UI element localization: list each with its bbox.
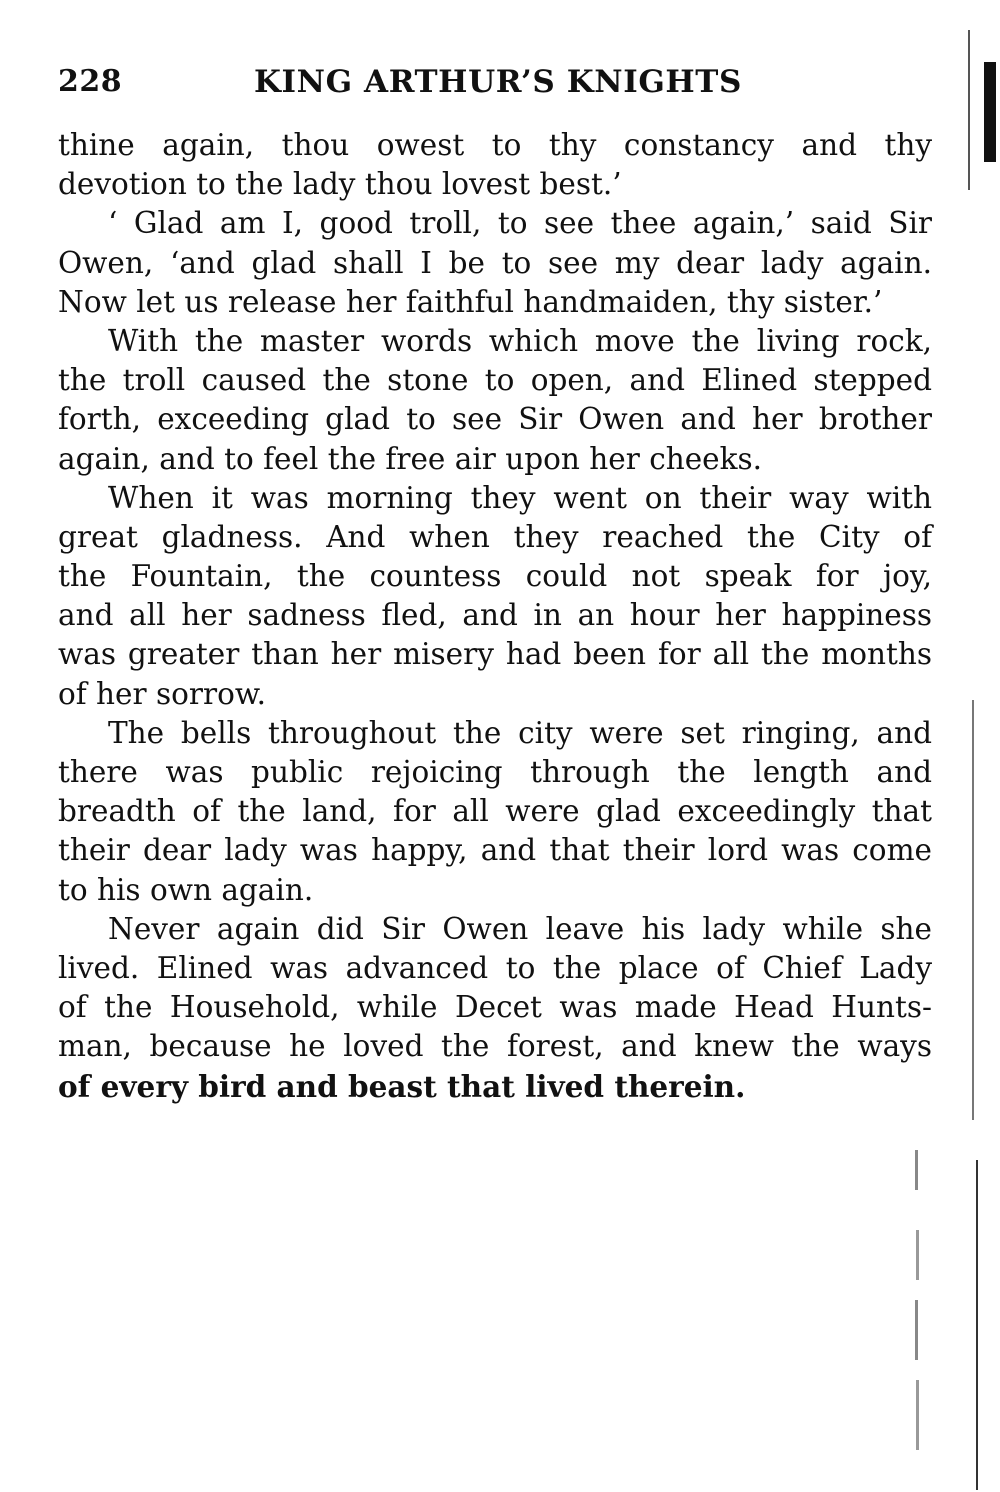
text-line: of the Household, while Decet was made Head Hunts- bbox=[58, 990, 932, 1025]
running-title: KING ARTHUR’S KNIGHTS bbox=[254, 64, 742, 100]
text-line: devotion to the lady thou lovest best.’ bbox=[58, 167, 622, 202]
body-text bbox=[58, 126, 932, 1106]
text-line: Owen, ‘and glad shall I be to see my dear lady again. bbox=[58, 245, 932, 280]
text-line: of every bird and beast that lived therein. bbox=[58, 1068, 746, 1104]
paragraph bbox=[58, 204, 932, 322]
text-line: thine again, thou owest to thy constancy and thy bbox=[58, 128, 932, 162]
paragraph bbox=[58, 714, 932, 910]
text-line: With the master words which move the living rock, bbox=[108, 323, 932, 358]
scan-noise bbox=[916, 1380, 919, 1450]
page-edge-shadow bbox=[984, 62, 996, 162]
paragraph bbox=[58, 479, 932, 714]
text-line: again, and to feel the free air upon her cheeks. bbox=[58, 441, 763, 476]
text-line: The bells throughout the city were set ringing, and bbox=[108, 715, 932, 750]
paragraph bbox=[58, 910, 932, 1106]
page-edge-line bbox=[976, 1160, 978, 1490]
text-line: and all her sadness fled, and in an hour her happiness bbox=[58, 598, 932, 633]
page-edge-line bbox=[968, 30, 970, 190]
text-line: Now let us release her faithful handmaiden, thy sister.’ bbox=[58, 284, 883, 319]
text-line: forth, exceeding glad to see Sir Owen and her brother bbox=[58, 402, 932, 437]
page-edge-line bbox=[972, 700, 974, 1120]
text-line: there was public rejoicing through the length and bbox=[58, 755, 932, 789]
text-line: man, because he loved the forest, and knew the ways bbox=[58, 1029, 932, 1064]
text-line: was greater than her misery had been for all the months bbox=[58, 637, 932, 672]
paragraph bbox=[58, 126, 932, 204]
text-line: the troll caused the stone to open, and Elined stepped bbox=[58, 363, 932, 398]
text-line: of her sorrow. bbox=[58, 676, 266, 711]
text-line: Never again did Sir Owen leave his lady while she bbox=[108, 911, 932, 946]
text-line: lived. Elined was advanced to the place of Chief Lady bbox=[58, 950, 932, 985]
text-line: When it was morning they went on their way with bbox=[108, 480, 932, 515]
text-line: ‘ Glad am I, good troll, to see thee again,’ said Sir bbox=[108, 206, 932, 241]
page-number: 228 bbox=[58, 64, 123, 99]
text-line: breadth of the land, for all were glad exceedingly that bbox=[58, 794, 932, 829]
text-line: great gladness. And when they reached the City of bbox=[58, 519, 932, 554]
text-line: the Fountain, the countess could not speak for joy, bbox=[58, 559, 932, 594]
scan-noise bbox=[915, 1150, 918, 1190]
page-header bbox=[58, 64, 758, 108]
paragraph bbox=[58, 322, 932, 479]
text-line: their dear lady was happy, and that their lord was come bbox=[58, 833, 932, 868]
text-line: to his own again. bbox=[58, 872, 314, 907]
scan-noise bbox=[916, 1230, 919, 1280]
scan-noise bbox=[915, 1300, 918, 1360]
